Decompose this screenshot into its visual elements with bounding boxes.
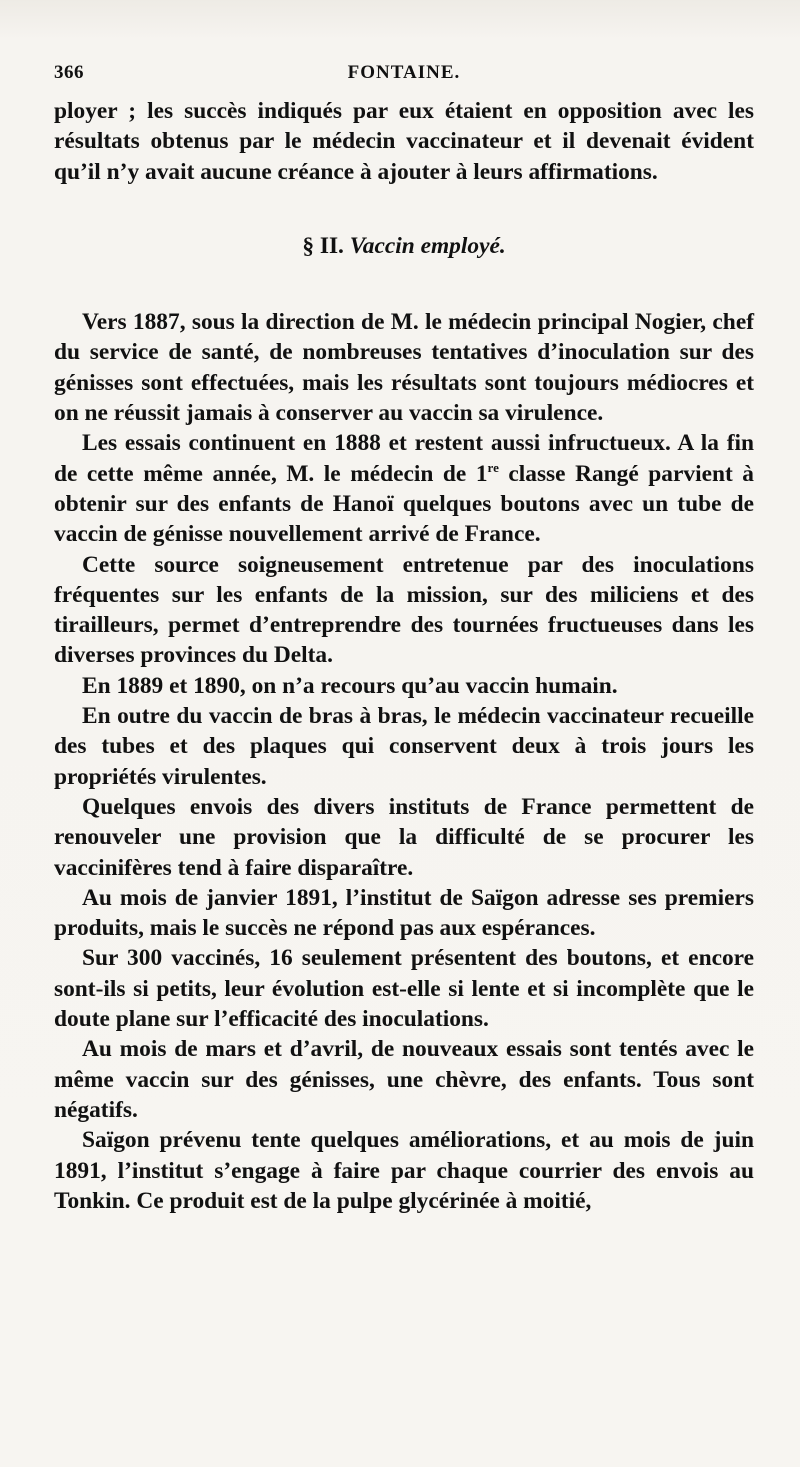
paragraph: Saïgon prévenu tente quelques améliorations, et au mois de juin 1891, l’institut s’engage à faire par chaque courrier des envois au Tonkin. Ce produit est de la pulpe glycérinée à moitié, (54, 1127, 754, 1214)
paragraph-text: classe Rangé parvient à obtenir sur des enfants de Hanoï quelques boutons avec un tube de vaccin de génisse nouvellement arrivé de France. (54, 460, 754, 548)
body-text (54, 96, 754, 1216)
paragraph-text: Les essais continuent en 1888 et restent aussi infructueux. A la fin de cette même année, M. le médecin de 1 (54, 430, 754, 487)
paragraph: Sur 300 vaccinés, 16 seulement présentent des boutons, et encore sont-ils si petits, leur évolution est-elle si lente et si incomplète que le doute plane sur l’efficacité des inoculations. (54, 945, 754, 1033)
section-title: Vaccin employé. (349, 232, 506, 259)
paragraph: Au mois de janvier 1891, l’institut de Saïgon adresse ses premiers produits, mais le succès ne répond pas aux espérances. (54, 884, 754, 942)
paragraph: Au mois de mars et d’avril, de nouveaux essais sont tentés avec le même vaccin sur des génisses, une chèvre, des enfants. Tous sont négatifs. (54, 1036, 754, 1123)
paragraph: En outre du vaccin de bras à bras, le médecin vaccinateur recueille des tubes et des plaques qui conservent deux à trois jours les propriétés virulentes. (54, 703, 754, 790)
running-title: FONTAINE. (347, 62, 461, 83)
section-heading (54, 231, 754, 261)
paragraph: Vers 1887, sous la direction de M. le médecin principal Nogier, chef du service de santé, de nombreuses tentatives d’inoculation sur des génisses sont effectuées, mais les résultats sont toujours médiocres et on ne réussit jamais à conserver au vaccin sa virulence. (54, 309, 754, 427)
paragraph: Cette source soigneusement entretenue par des inoculations fréquentes sur les enfants de la mission, sur des miliciens et des tirailleurs, permet d’entreprendre des tournées fructueuses dans les diverses provinces du Delta. (54, 551, 754, 669)
paragraph (54, 428, 754, 549)
ordinal-superscript: re (487, 459, 499, 475)
paragraph-continuation: ployer ; les succès indiqués par eux étaient en opposition avec les résultats obtenus par le médecin vaccinateur et il devenait évident qu’il n’y avait aucune créance à ajouter à leurs affirmations. (54, 98, 754, 185)
paragraph: En 1889 et 1890, on n’a recours qu’au vaccin humain. (82, 672, 618, 699)
paragraph: Quelques envois des divers instituts de France permettent de renouveler une provision que la difficulté de se procurer les vaccinifères tend à faire disparaître. (54, 793, 754, 881)
page-header (54, 62, 754, 92)
section-number: § II. (302, 232, 344, 259)
page-number: 366 (54, 62, 84, 83)
